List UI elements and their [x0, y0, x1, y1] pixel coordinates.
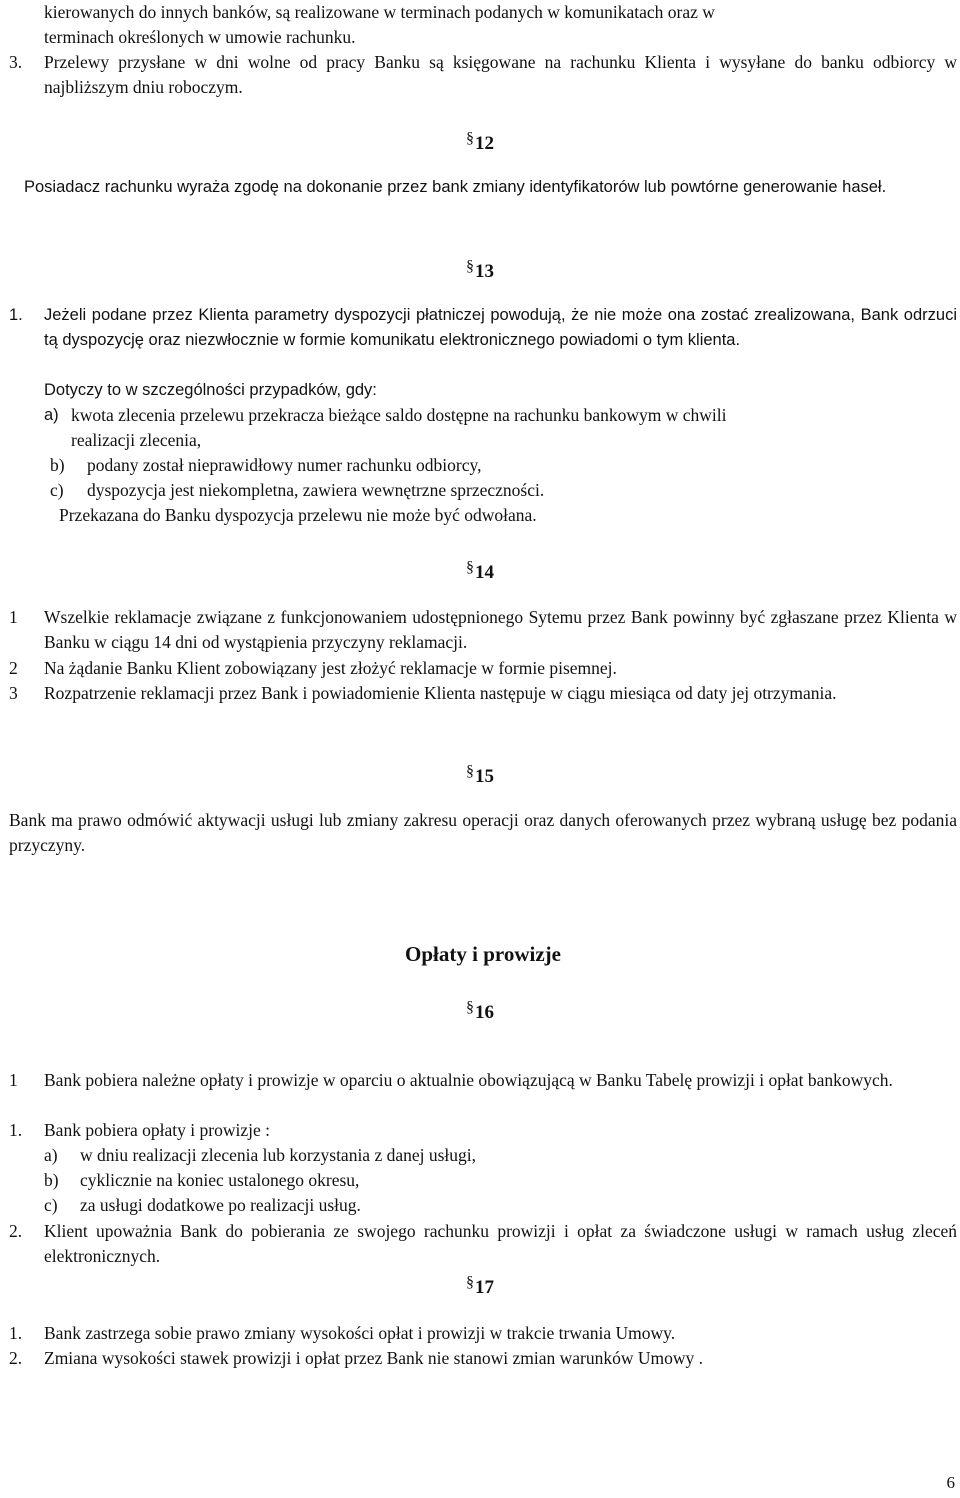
list-item-a: w dniu realizacji zlecenia lub korzystania z danej usługi, — [80, 1145, 477, 1165]
list-item: Zmiana wysokości stawek prowizji i opłat przez Bank nie stanowi zmian warunków Umowy . — [44, 1348, 704, 1368]
section-symbol: § — [466, 130, 474, 147]
section-heading-13 — [0, 254, 960, 284]
section-13-paragraph-1: Jeżeli podane przez Klienta parametry dyspozycji płatniczej powodują, że nie może ona zostać zrealizowana, Bank odrzuci tą dyspozycję oraz niezwłocznie w formie komunikatu elektronicznego powiadomi o tym klienta. — [44, 306, 957, 349]
list-label: a) — [44, 406, 59, 424]
list-item-b: podany został nieprawidłowy numer rachunku odbiorcy, — [87, 455, 482, 475]
section-heading-15 — [0, 759, 960, 789]
list-item: Rozpatrzenie reklamacji przez Bank i powiadomienie Klienta następuje w ciągu miesiąca od daty jej otrzymania. — [44, 683, 837, 703]
list-number: 2 — [9, 658, 18, 678]
section-number: 15 — [475, 766, 494, 787]
list-item: Klient upoważnia Bank do pobierania ze swojego rachunku prowizji i opłat za świadczone usługi w ramach usług zleceń elektronicznych. — [44, 1221, 957, 1266]
section-symbol: § — [466, 999, 474, 1016]
list-number: 2. — [9, 1348, 23, 1368]
section-heading-14 — [0, 555, 960, 585]
list-number: 1. — [9, 1120, 23, 1140]
list-item: Przelewy przysłane w dni wolne od pracy Banku są księgowane na rachunku Klienta i wysyłane do banku odbiorcy w najbliższym dniu roboczym. — [44, 52, 957, 97]
list-label: c) — [50, 480, 64, 500]
section-15-text: Bank ma prawo odmówić aktywacji usługi lub zmiany zakresu operacji oraz danych oferowanych przez wybraną usługę bez podania przyczyny. — [9, 810, 957, 855]
list-item-b: cyklicznie na koniec ustalonego okresu, — [80, 1170, 360, 1190]
list-label: b) — [50, 455, 65, 475]
list-label: b) — [44, 1170, 59, 1190]
list-item: Bank zastrzega sobie prawo zmiany wysokości opłat i prowizji w trakcie trwania Umowy. — [44, 1323, 676, 1343]
section-number: 16 — [475, 1002, 494, 1023]
section-heading-12 — [0, 126, 960, 156]
section-heading-17 — [0, 1270, 960, 1300]
list-number: 1 — [9, 607, 18, 627]
list-label: a) — [44, 1145, 58, 1165]
list-item: Bank pobiera należne opłaty i prowizje w oparciu o aktualnie obowiązującą w Banku Tabelę prowizji i opłat bankowych. — [44, 1070, 893, 1090]
list-item-a-continued: realizacji zlecenia, — [71, 430, 202, 450]
list-label: c) — [44, 1195, 58, 1215]
section-number: 12 — [475, 133, 494, 154]
section-symbol: § — [466, 763, 474, 780]
section-number: 17 — [475, 1277, 494, 1298]
section-number: 14 — [475, 562, 494, 583]
section-12-text: Posiadacz rachunku wyraża zgodę na dokonanie przez bank zmiany identyfikatorów lub powtórne generowanie haseł. — [24, 178, 887, 196]
list-number: 3 — [9, 683, 18, 703]
section-13-paragraph-2: Dotyczy to w szczególności przypadków, gdy: — [44, 381, 377, 399]
list-number: 1. — [9, 1323, 23, 1343]
list-item: Wszelkie reklamacje związane z funkcjonowaniem udostępnionego Sytemu przez Bank powinny być zgłaszane przez Klienta w Banku w ciągu 14 dni od wystąpienia przyczyny reklamacji. — [44, 607, 957, 652]
page-number: 6 — [946, 1473, 955, 1492]
list-number: 2. — [9, 1221, 23, 1241]
list-item-c: za usługi dodatkowe po realizacji usług. — [80, 1195, 361, 1215]
continuation-line: kierowanych do innych banków, są realizowane w terminach podanych w komunikatach oraz w — [44, 2, 715, 22]
list-number: 1. — [9, 306, 23, 324]
section-13-closing: Przekazana do Banku dyspozycja przelewu nie może być odwołana. — [59, 505, 537, 525]
list-item: Bank pobiera opłaty i prowizje : — [44, 1120, 270, 1140]
list-item-c: dyspozycja jest niekompletna, zawiera wewnętrzne sprzeczności. — [87, 480, 545, 500]
section-number: 13 — [475, 261, 494, 282]
list-item-a: kwota zlecenia przelewu przekracza bieżące saldo dostępne na rachunku bankowym w chwili — [71, 405, 727, 425]
section-symbol: § — [466, 258, 474, 275]
section-heading-16 — [0, 995, 960, 1025]
list-item: Na żądanie Banku Klient zobowiązany jest złożyć reklamacje w formie pisemnej. — [44, 658, 617, 678]
section-symbol: § — [466, 559, 474, 576]
list-number: 3. — [9, 52, 23, 72]
continuation-line-2: terminach określonych w umowie rachunku. — [44, 27, 356, 47]
list-number: 1 — [9, 1070, 18, 1090]
chapter-title: Opłaty i prowizje — [405, 942, 561, 966]
section-symbol: § — [466, 1274, 474, 1291]
